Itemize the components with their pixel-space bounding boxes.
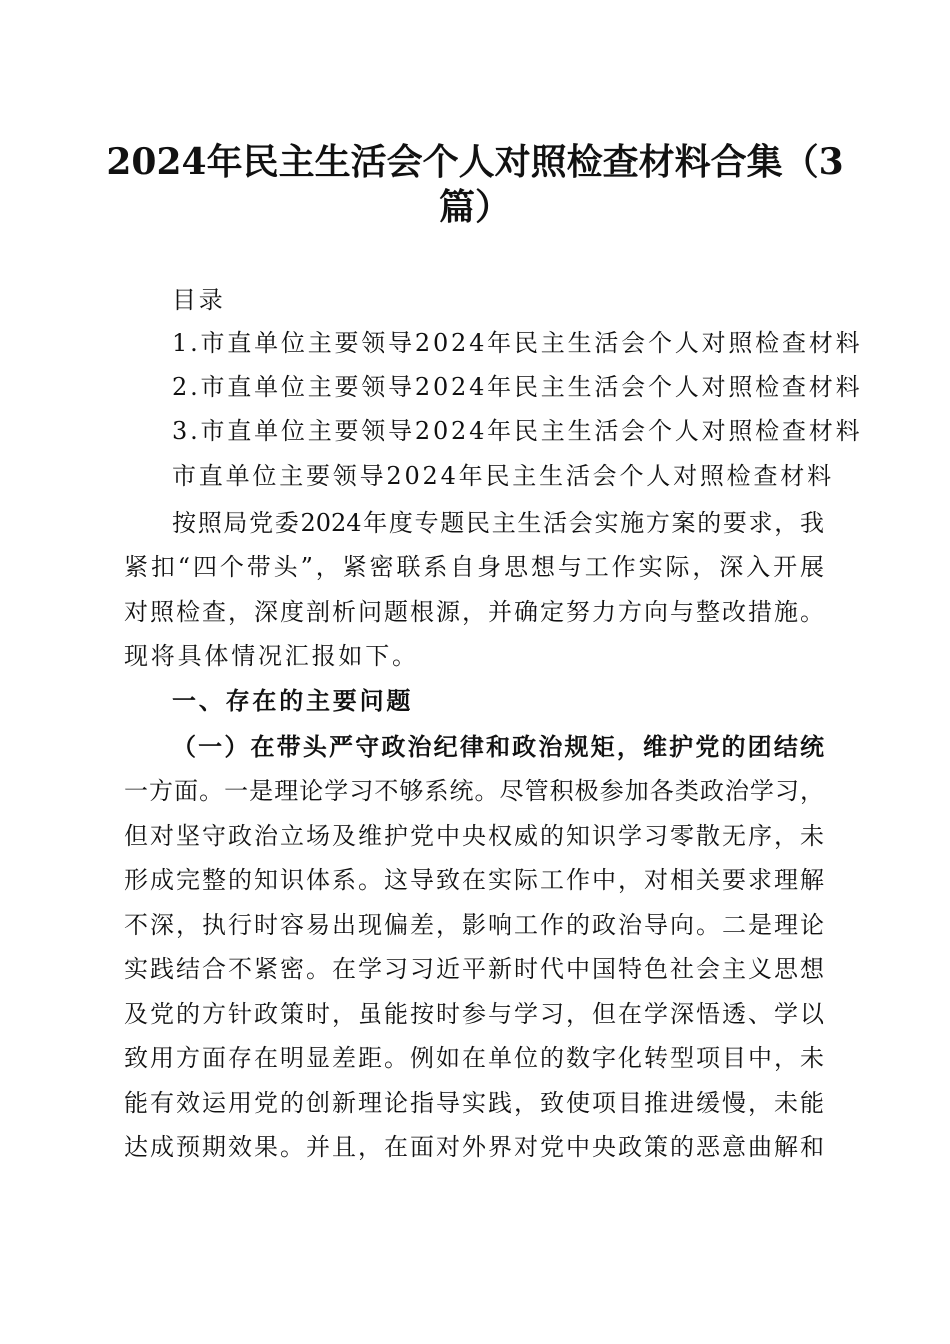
toc-item: 3.市直单位主要领导2024年民主生活会个人对照检查材料	[172, 417, 863, 445]
section-heading: 一、存在的主要问题	[172, 686, 414, 715]
toc-heading: 目录	[172, 286, 226, 314]
body-paragraph-line: 但对坚守政治立场及维护党中央权威的知识学习零散无序，未	[124, 822, 824, 850]
document-title-line-2: 篇）	[438, 186, 511, 228]
intro-paragraph-line: 按照局党委2024年度专题民主生活会实施方案的要求，我	[172, 509, 824, 537]
body-paragraph-line: 致用方面存在明显差距。例如在单位的数字化转型项目中，未	[124, 1044, 824, 1072]
intro-paragraph-line: 现将具体情况汇报如下。	[124, 642, 419, 670]
subsection-heading: （一）在带头严守政治纪律和政治规矩，维护党的团结统	[172, 732, 824, 761]
body-paragraph-line: 达成预期效果。并且，在面对外界对党中央政策的恶意曲解和	[124, 1133, 824, 1161]
body-paragraph-line: 及党的方针政策时，虽能按时参与学习，但在学深悟透、学以	[124, 1000, 824, 1028]
body-paragraph-line: 不深，执行时容易出现偏差，影响工作的政治导向。二是理论	[124, 911, 824, 939]
intro-paragraph-line: 对照检查，深度剖析问题根源，并确定努力方向与整改措施。	[124, 598, 824, 626]
document-title-line-1: 2024年民主生活会个人对照检查材料合集（3	[106, 141, 844, 183]
toc-item: 2.市直单位主要领导2024年民主生活会个人对照检查材料	[172, 373, 863, 401]
body-paragraph-line: 实践结合不紧密。在学习习近平新时代中国特色社会主义思想	[124, 955, 824, 983]
toc-item: 1.市直单位主要领导2024年民主生活会个人对照检查材料	[172, 329, 863, 357]
article-title: 市直单位主要领导2024年民主生活会个人对照检查材料	[172, 462, 834, 490]
body-paragraph-line: 形成完整的知识体系。这导致在实际工作中，对相关要求理解	[124, 866, 824, 894]
intro-paragraph-line: 紧扣“四个带头”，紧密联系自身思想与工作实际，深入开展	[124, 553, 824, 581]
body-paragraph-line: 一方面。一是理论学习不够系统。尽管积极参加各类政治学习，	[124, 777, 824, 805]
body-paragraph-line: 能有效运用党的创新理论指导实践，致使项目推进缓慢，未能	[124, 1089, 824, 1117]
